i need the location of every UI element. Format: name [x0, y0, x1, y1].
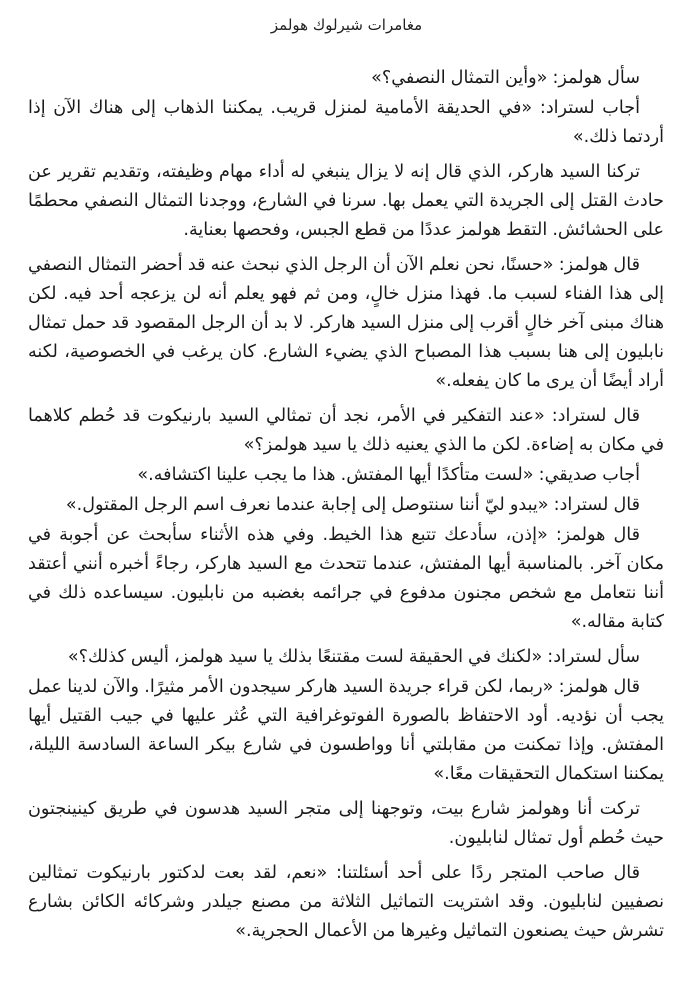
- page-title: مغامرات شيرلوك هولمز: [270, 16, 423, 34]
- paragraph: قال هولمز: «حسنًا، نحن نعلم الآن أن الرجل الذي نبحث عنه قد أحضر التمثال النصفي إلى هذا الفناء لسبب ما. فهذا منزل خالٍ، ومن ثم فهو يعلم أنه لن يزعجه أحد فيه. لكن هناك مبنى آخر خالٍ أقرب إلى منزل السيد هاركر. لا بد أن الرجل المقصود قد حمل تمثال نابليون إلى هنا بسبب هذا المصباح الذي يضيء الشارع. كان يرغب في الخصوصية، لكنه أراد أيضًا أن يرى ما كان يفعله.»: [28, 255, 664, 391]
- paragraph: سأل هولمز: «وأين التمثال النصفي؟»: [371, 68, 640, 88]
- paragraph: قال لستراد: «يبدو ليّ أننا سنتوصل إلى إجابة عندما نعرف اسم الرجل المقتول.»: [65, 495, 640, 515]
- paragraph: قال لستراد: «عند التفكير في الأمر، نجد أن تمثالي السيد بارنيكوت قد حُطم كلاهما في مكان به إضاءة. لكن ما الذي يعنيه ذلك يا سيد هولمز؟»: [28, 406, 664, 455]
- paragraph: أجاب لستراد: «في الحديقة الأمامية لمنزل قريب. يمكننا الذهاب إلى هناك الآن إذا أردتما ذلك.»: [28, 98, 664, 147]
- paragraph: أجاب صديقي: «لست متأكدًا أيها المفتش. هذا ما يجب علينا اكتشافه.»: [137, 465, 640, 485]
- paragraph: سأل لستراد: «لكنك في الحقيقة لست مقتنعًا بذلك يا سيد هولمز، أليس كذلك؟»: [67, 647, 640, 667]
- document-body: [28, 64, 664, 952]
- paragraph: قال صاحب المتجر ردًا على أحد أسئلتنا: «نعم، لقد بعت لدكتور بارنيكوت تمثالين نصفيين لنابليون. وقد اشتريت التماثيل الثلاثة من مصنع جيلدر وشركائه الكائن بشارع تشرش حيث يصنعون التماثيل وغيرها من الأعمال الحجرية.»: [28, 863, 664, 941]
- paragraph: قال هولمز: «إذن، سأدعك تتبع هذا الخيط. وفي هذه الأثناء سأبحث عن أجوبة في مكان آخر. بالمناسبة أيها المفتش، عندما تتحدث مع السيد هاركر، رجاءً أخبره أنني أعتقد أننا نتعامل مع شخص مجنون مدفوع في جرائمه بغضبه من نابليون. سيساعده ذلك في كتابة مقاله.»: [28, 525, 664, 632]
- paragraph: تركت أنا وهولمز شارع بيت، وتوجهنا إلى متجر السيد هدسون في طريق كينينجتون حيث حُطم أول تمثال لنابليون.: [28, 799, 664, 848]
- paragraph: تركنا السيد هاركر، الذي قال إنه لا يزال ينبغي له أداء مهام وظيفته، وتقديم تقرير عن حادث القتل إلى الجريدة التي يعمل بها. سرنا في الشارع، ووجدنا التمثال النصفي محطمًا على الحشائش. التقط هولمز عددًا من قطع الجبس، وفحصها بعناية.: [28, 162, 664, 240]
- paragraph: قال هولمز: «ربما، لكن قراء جريدة السيد هاركر سيجدون الأمر مثيرًا. والآن لدينا عمل يجب أن نؤديه. أود الاحتفاظ بالصورة الفوتوغرافية التي عُثر عليها في جيب القتيل أيها المفتش. وإذا تمكنت من مقابلتي أنا وواطسون في شارع بيكر الساعة السادسة الليلة، يمكننا استكمال التحقيقات معًا.»: [28, 677, 664, 784]
